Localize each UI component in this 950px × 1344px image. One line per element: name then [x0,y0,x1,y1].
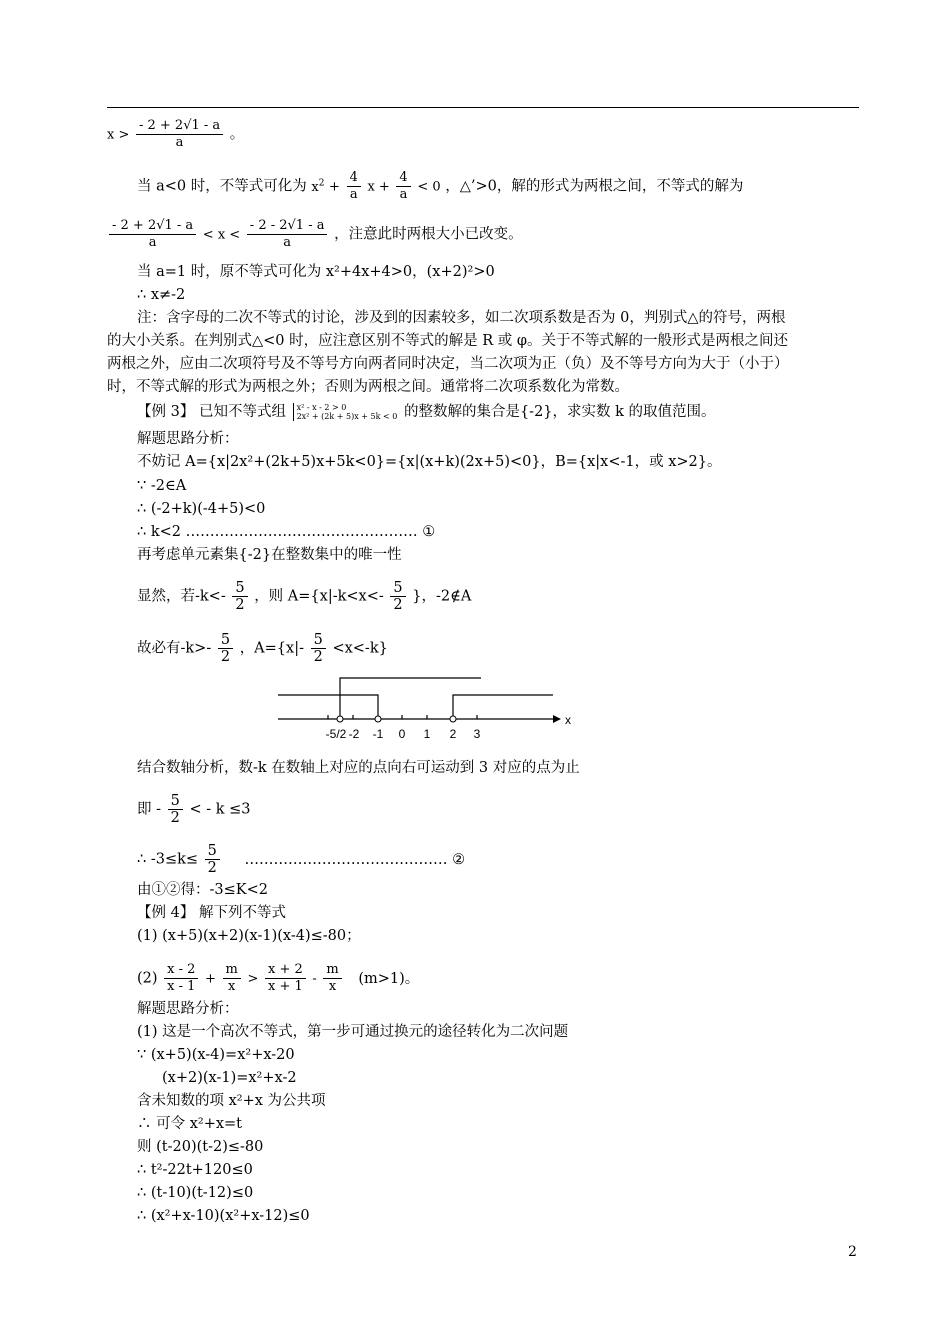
step-line [137,843,465,876]
text: < - k ≤3 [189,801,251,818]
question-2 [137,962,419,995]
numerator: - 2 - 2√1 - a [247,218,328,235]
step-line: 则 (t-20)(t-2)≤-80 [137,1139,264,1155]
numerator: x + 2 [265,962,306,979]
text: x + [367,179,390,195]
text: }，-2∉A [412,588,472,605]
text: < x < [202,227,241,243]
step-line [137,793,251,826]
region-boundary [340,678,481,719]
fraction [109,218,196,251]
step-line: 不妨记 A={x|2x²+(2k+5)x+5k<0}={x|(x+k)(2x+5)<0}，B={x|x<-1，或 x>2}。 [137,454,722,470]
denominator: 2 [170,810,180,826]
numerator: 5 [390,580,405,597]
denominator: 2 [220,649,231,665]
tick-label: 1 [423,727,431,741]
tick-label: 3 [473,727,481,741]
denominator: 2 [313,649,323,665]
number-line-figure [268,670,578,760]
numerator: 5 [311,632,326,649]
text: 的整数解的集合是{-2}，求实数 k 的取值范围。 [403,404,716,420]
step-line: ∴ (x²+x-10)(x²+x-12)≤0 [137,1208,310,1224]
axis-label: x [565,713,571,727]
denominator: a [148,235,157,250]
example-3-heading [137,403,716,421]
fraction [218,632,233,665]
numerator: m [223,962,241,979]
analysis-heading: 解题思路分析： [137,1001,239,1017]
inequality-system [293,403,398,421]
numerator: - 2 + 2√1 - a [109,218,196,235]
denominator: x + 1 [268,979,303,994]
fraction [168,793,183,826]
numerator: 5 [232,580,247,597]
fraction [136,118,223,151]
step-line: (x+2)(x-1)=x²+x-2 [162,1070,297,1086]
denominator: a [349,187,358,202]
text: 。 [229,126,245,143]
fraction [323,962,341,995]
fraction [205,843,220,876]
denominator: x [228,979,236,994]
note-paragraph: 时，不等式解的形式为两根之外；否则为两根之间。通常将二次项系数化为常数。 [107,379,629,395]
step-line: ∴ 可令 x²+x=t [137,1116,243,1132]
denominator: 2 [393,597,403,613]
text: x > [107,127,130,143]
step-line: ∴ (t-10)(t-12)≤0 [137,1185,254,1201]
open-point [450,716,456,722]
text: < 0 [417,179,441,195]
numerator: m [323,962,341,979]
tick-label: 0 [398,727,406,741]
step-line: ∵ (x+5)(x-4)=x²+x-20 [137,1047,295,1063]
tick-label: -1 [372,727,384,741]
denominator: 2 [235,597,245,613]
step-line: 再考虑单元素集{-2}在整数集中的唯一性 [137,547,402,563]
tick-label: 2 [449,727,457,741]
note-paragraph: 的大小关系。在判别式△<0 时，应注意区别不等式的解是 R 或 φ。关于不等式解的一般形式是两根之间还 [107,333,789,349]
example-4-heading: 【例 4】 解下列不等式 [137,905,286,921]
denominator: a [399,187,408,202]
numerator: 4 [396,170,410,187]
case-a-one: 当 a=1 时，原不等式可化为 x²+4x+4>0，(x+2)²>0 [137,264,495,280]
system-row: 2x² + (2k + 5)x + 5k < 0 [296,412,398,421]
step-line: (1) 这是一个高次不等式，第一步可通过换元的途径转化为二次问题 [137,1024,569,1040]
text: x [311,179,319,195]
axis-arrow [553,715,561,723]
text: + [205,971,216,987]
denominator: 2 [207,860,217,876]
system-row: x² - x - 2 > 0 [296,403,347,412]
denominator: a [175,135,184,150]
text: ∴ -3≤k≤ [137,851,199,868]
text: ，则 A={x|-k<x<- [254,588,384,605]
open-point [375,716,381,722]
numerator: 5 [218,632,233,649]
case-a-negative [137,170,743,203]
text: + [329,179,340,195]
text: 当 a<0 时，不等式可化为 [137,178,307,195]
region-boundary [453,695,553,719]
text: (2) [137,970,158,987]
text: ，A={x|- [239,640,304,657]
step-line: ∴ t²-22t+120≤0 [137,1162,253,1178]
note-paragraph: 两根之外，应由二次项符号及不等号方向两者同时决定，当二次项为正（负）及不等号方向为大于（小于） [107,356,789,372]
step-line: ∵ -2∈A [137,478,187,494]
text: 【例 3】 已知不等式组 [137,404,286,420]
therefore-line: ∴ x≠-2 [137,287,186,303]
fraction [265,962,306,995]
text: …………………………………… ② [244,851,466,868]
solution-interval [107,218,523,251]
text: - [312,971,317,987]
text: 显然，若-k<- [137,588,226,605]
text: ，注意此时两根大小已改变。 [334,226,523,243]
fraction [390,580,405,613]
question-1: (1) (x+5)(x+2)(x-1)(x-4)≤-80； [137,928,361,944]
numerator: - 2 + 2√1 - a [136,118,223,135]
solution-line [107,118,244,151]
step-line: 含未知数的项 x²+x 为公共项 [137,1093,326,1109]
text: (m>1)。 [358,970,420,987]
denominator: x - 1 [167,979,196,994]
numerator: x - 2 [164,962,198,979]
header-rule [107,107,859,108]
note-paragraph: 注：含字母的二次不等式的讨论，涉及到的因素较多，如二次项系数是否为 0，判别式△的符号，两根 [137,310,786,326]
text: <x<-k} [332,640,388,657]
step-line [137,632,388,665]
fraction [232,580,247,613]
x-squared: $x^2$ [311,178,325,195]
tick-label: -5/2 [325,727,347,741]
open-point [337,716,343,722]
step-line: ∴ (-2+k)(-4+5)<0 [137,501,266,517]
text: ，△’>0，解的形式为两根之间，不等式的解为 [445,178,744,195]
fraction [164,962,198,995]
fraction [347,170,361,203]
page-number: 2 [848,1244,857,1260]
step-line [137,580,471,613]
numerator: 4 [347,170,361,187]
analysis-heading: 解题思路分析： [137,431,239,447]
denominator: a [283,235,292,250]
text: 故必有-k>- [137,640,212,657]
step-line: 由①②得：-3≤K<2 [137,882,268,898]
denominator: x [328,979,337,994]
fraction [311,632,326,665]
fraction [223,962,241,995]
text: 即 - [137,801,162,818]
numerator: 5 [205,843,220,860]
tick-label: -2 [348,727,360,741]
step-line: ∴ k<2 ………………………………………… ① [137,524,436,540]
step-line: 结合数轴分析，数-k 在数轴上对应的点向右可运动到 3 对应的点为止 [137,760,580,776]
text: > [247,971,259,987]
fraction [247,218,328,251]
numerator: 5 [168,793,183,810]
fraction [396,170,410,203]
